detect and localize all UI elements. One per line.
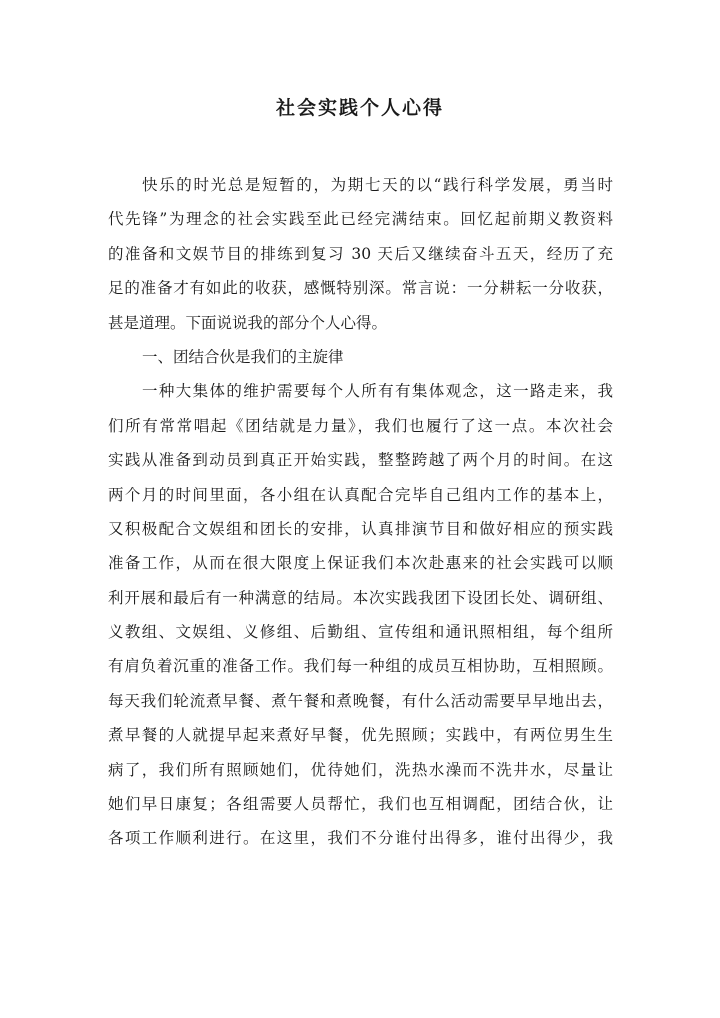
paragraph-line: 一种大集体的维护需要每个人所有有集体观念，这一路走来，我 bbox=[142, 382, 613, 401]
paragraph-line: 们所有常常唱起《团结就是力量》，我们也履行了这一点。本次社会 bbox=[108, 416, 613, 435]
paragraph-line: 每天我们轮流煮早餐、煮午餐和煮晚餐，有什么活动需要早早地出去， bbox=[108, 691, 613, 710]
paragraph-line: 病了，我们所有照顾她们，优待她们，洗热水澡而不洗井水，尽量让 bbox=[108, 760, 613, 779]
paragraph-line: 义教组、文娱组、义修组、后勤组、宣传组和通讯照相组，每个组所 bbox=[108, 623, 613, 642]
paragraph-line: 实践从准备到动员到真正开始实践，整整跨越了两个月的时间。在这 bbox=[108, 451, 613, 470]
paragraph-line: 煮早餐的人就提早起来煮好早餐，优先照顾；实践中，有两位男生生 bbox=[108, 726, 613, 745]
paragraph-line: 快乐的时光总是短暂的，为期七天的以“践行科学发展，勇当时 bbox=[142, 176, 613, 194]
paragraph-line: 各项工作顺利进行。在这里，我们不分谁付出得多，谁付出得少，我 bbox=[108, 829, 613, 848]
paragraph-line: 有肩负着沉重的准备工作。我们每一种组的成员互相协助，互相照顾。 bbox=[108, 657, 613, 676]
section-heading: 一、团结合伙是我们的主旋律 bbox=[142, 347, 344, 366]
document-body bbox=[108, 168, 613, 856]
paragraph-line: 两个月的时间里面，各小组在认真配合完毕自己组内工作的基本上， bbox=[108, 485, 613, 504]
paragraph-line: 代先锋”为理念的社会实践至此已经完满结束。回忆起前期义教资料 bbox=[108, 210, 613, 229]
paragraph-line: 她们早日康复；各组需要人员帮忙，我们也互相调配，团结合伙，让 bbox=[108, 795, 613, 814]
paragraph-line: 的准备和文娱节目的排练到复习 30 天后又继续奋斗五天，经历了充 bbox=[108, 244, 613, 263]
paragraph-line: 足的准备才有如此的收获，感慨特别深。常言说：一分耕耘一分收获， bbox=[108, 279, 613, 298]
document-title: 社会实践个人心得 bbox=[275, 97, 444, 119]
paragraph-line: 甚是道理。下面说说我的部分个人心得。 bbox=[108, 313, 388, 332]
paragraph-line: 准备工作，从而在很大限度上保证我们本次赴惠来的社会实践可以顺 bbox=[108, 554, 613, 573]
paragraph-line: 利开展和最后有一种满意的结局。本次实践我团下设团长处、调研组、 bbox=[108, 588, 613, 607]
paragraph-line: 又积极配合文娱组和团长的安排，认真排演节目和做好相应的预实践 bbox=[108, 519, 613, 538]
